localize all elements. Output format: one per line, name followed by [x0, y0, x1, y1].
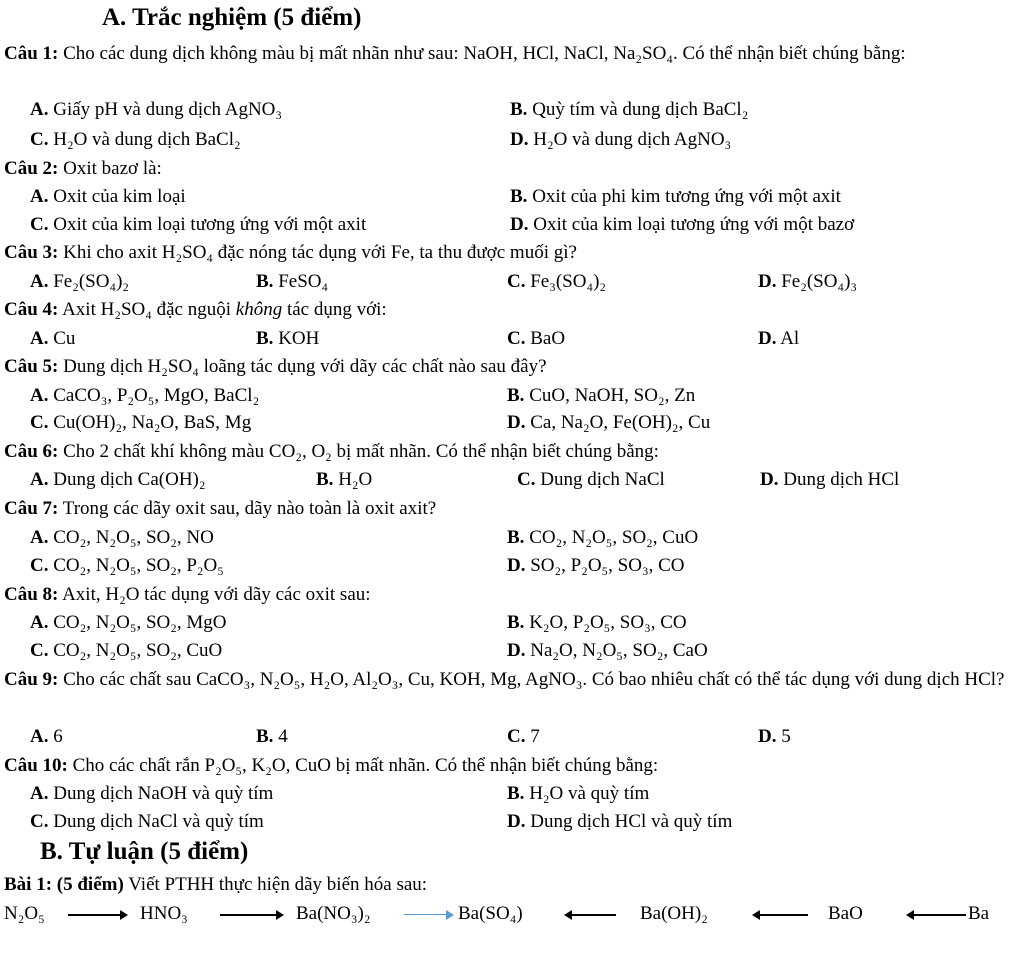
option-letter: A. — [30, 612, 49, 633]
option-text: 7 — [530, 726, 540, 747]
q1-option-b[interactable] — [510, 96, 748, 124]
chain-compound: Ba(NO₃)₂ — [296, 903, 371, 924]
section-b-title: B. Tự luận (5 điểm) — [40, 838, 249, 865]
option-text: CO₂, N₂O₅, SO₂, MgO — [53, 612, 227, 633]
arrow-right-icon — [404, 914, 452, 915]
option-text: Oxit của kim loại tương ứng với một bazơ — [533, 214, 855, 235]
option-letter: D. — [510, 214, 529, 235]
option-letter: A. — [30, 469, 49, 490]
q1-option-a[interactable] — [30, 96, 282, 124]
reaction-chain — [0, 900, 1024, 930]
option-text: 4 — [278, 726, 288, 747]
question-9 — [4, 666, 1016, 694]
option-letter: C. — [517, 469, 536, 490]
option-letter: C. — [30, 214, 49, 235]
question-label: Câu 5: — [4, 356, 59, 377]
question-text: Oxit bazơ là: — [63, 158, 162, 179]
q5-option-a[interactable] — [30, 382, 259, 410]
arrow-right-icon — [220, 914, 282, 916]
option-letter: B. — [316, 469, 334, 490]
option-text: CaCO₃, P₂O₅, MgO, BaCl₂ — [53, 385, 260, 406]
option-text: FeSO₄ — [278, 271, 329, 292]
q1-option-d[interactable] — [510, 126, 731, 154]
q3-option-d[interactable] — [758, 268, 857, 296]
option-text: Dung dịch NaOH và quỳ tím — [53, 783, 274, 804]
option-text: CuO, NaOH, SO₂, Zn — [529, 385, 696, 406]
option-letter: B. — [510, 186, 528, 207]
arrow-left-icon — [908, 914, 966, 916]
q4-option-c[interactable] — [507, 325, 565, 353]
arrow-right-icon — [68, 914, 126, 916]
option-letter: C. — [507, 328, 526, 349]
option-text: Oxit của kim loại tương ứng với một axit — [53, 214, 367, 235]
option-text: H₂O và dung dịch AgNO₃ — [533, 129, 732, 150]
q4-option-d[interactable] — [758, 325, 799, 353]
option-text: Dung dịch HCl và quỳ tím — [530, 811, 733, 832]
option-letter: A. — [30, 726, 49, 747]
option-letter: B. — [510, 99, 528, 120]
option-text: Oxit của kim loại — [53, 186, 186, 207]
q9-option-b[interactable] — [256, 723, 288, 751]
option-letter: B. — [507, 527, 525, 548]
q5-option-d[interactable] — [507, 409, 710, 437]
option-letter: B. — [507, 783, 525, 804]
q6-option-a[interactable] — [30, 466, 206, 494]
option-text: K₂O, P₂O₅, SO₃, CO — [529, 612, 687, 633]
question-label: Câu 10: — [4, 755, 68, 776]
q3-option-b[interactable] — [256, 268, 328, 296]
option-letter: B. — [256, 328, 274, 349]
option-letter: C. — [30, 811, 49, 832]
question-1 — [4, 40, 1016, 68]
question-label: Câu 2: — [4, 158, 59, 179]
q7-option-d[interactable] — [507, 552, 685, 580]
option-text: Dung dịch NaCl — [540, 469, 665, 490]
option-letter: D. — [510, 129, 529, 150]
option-letter: C. — [30, 129, 49, 150]
exercise-text: Viết PTHH thực hiện dãy biến hóa sau: — [123, 874, 428, 895]
option-letter: A. — [30, 186, 49, 207]
option-letter: C. — [507, 726, 526, 747]
question-10 — [4, 752, 658, 780]
option-text: Al — [780, 328, 800, 349]
q10-option-c[interactable] — [30, 808, 264, 836]
question-5 — [4, 353, 547, 381]
chain-compound: N₂O₅ — [4, 903, 45, 924]
option-letter: A. — [30, 271, 49, 292]
q9-option-a[interactable] — [30, 723, 63, 751]
option-text: Quỳ tím và dung dịch BaCl₂ — [532, 99, 749, 120]
option-letter: D. — [760, 469, 779, 490]
question-text: Khi cho axit H₂SO₄ đặc nóng tác dụng với Fe, ta thu được muối gì? — [63, 242, 577, 263]
question-label: Câu 7: — [4, 498, 59, 519]
exercise-1 — [4, 871, 427, 899]
option-text: BaO — [530, 328, 566, 349]
q7-option-b[interactable] — [507, 524, 698, 552]
option-text: KOH — [278, 328, 320, 349]
option-letter: B. — [256, 271, 274, 292]
option-letter: D. — [507, 412, 526, 433]
exercise-label: Bài 1: (5 điểm) — [4, 874, 124, 895]
question-8 — [4, 581, 371, 609]
chain-compound: Ba(OH)₂ — [640, 903, 708, 924]
arrow-left-icon — [566, 914, 616, 916]
question-3 — [4, 239, 577, 267]
question-text: Axit, H₂O tác dụng với dãy các oxit sau: — [62, 584, 371, 605]
option-text: CO₂, N₂O₅, SO₂, NO — [53, 527, 214, 548]
option-letter: D. — [758, 271, 777, 292]
option-text: CO₂, N₂O₅, SO₂, CuO — [529, 527, 699, 548]
question-label: Câu 9: — [4, 669, 59, 690]
option-text: H₂O và quỳ tím — [529, 783, 650, 804]
q5-option-c[interactable] — [30, 409, 251, 437]
question-text: Cho 2 chất khí không màu CO₂, O₂ bị mất nhãn. Có thể nhận biết chúng bằng: — [63, 441, 659, 462]
q8-option-b[interactable] — [507, 609, 687, 637]
option-letter: B. — [507, 612, 525, 633]
option-text: Cu(OH)₂, Na₂O, BaS, Mg — [53, 412, 252, 433]
question-text: Cho các chất sau CaCO₃, N₂O₅, H₂O, Al₂O₃, Cu, KOH, Mg, AgNO₃. Có bao nhiêu chất có thể tác dụng với dung dịch HCl? — [63, 669, 1005, 690]
option-letter: C. — [30, 412, 49, 433]
question-text: Cho các chất rắn P₂O₅, K₂O, CuO bị mất nhãn. Có thể nhận biết chúng bằng: — [72, 755, 659, 776]
q2-option-d[interactable] — [510, 211, 854, 239]
option-text: Na₂O, N₂O₅, SO₂, CaO — [530, 640, 708, 661]
question-text: Trong các dãy oxit sau, dãy nào toàn là oxit axit? — [62, 498, 437, 519]
option-letter: C. — [30, 640, 49, 661]
q6-option-b[interactable] — [316, 466, 372, 494]
question-text: tác dụng với: — [282, 299, 387, 320]
section-a-title: A. Trắc nghiệm (5 điểm) — [102, 4, 362, 31]
question-4 — [4, 296, 387, 324]
option-text: H₂O — [338, 469, 373, 490]
question-label: Câu 8: — [4, 584, 59, 605]
option-text: 6 — [53, 726, 63, 747]
option-text: Fe₂(SO₄)₂ — [53, 271, 130, 292]
q8-option-a[interactable] — [30, 609, 226, 637]
option-text: Oxit của phi kim tương ứng với một axit — [532, 186, 841, 207]
question-6 — [4, 438, 659, 466]
option-text: Fe₂(SO₄)₃ — [781, 271, 858, 292]
q5-option-b[interactable] — [507, 382, 695, 410]
q3-option-c[interactable] — [507, 268, 606, 296]
option-letter: B. — [256, 726, 274, 747]
question-text: Axit H₂SO₄ đặc nguội — [62, 299, 236, 320]
q9-option-d[interactable] — [758, 723, 791, 751]
option-letter: C. — [507, 271, 526, 292]
q10-option-a[interactable] — [30, 780, 273, 808]
q10-option-b[interactable] — [507, 780, 649, 808]
question-label: Câu 4: — [4, 299, 59, 320]
q2-option-a[interactable] — [30, 183, 186, 211]
question-label: Câu 3: — [4, 242, 59, 263]
q6-option-c[interactable] — [517, 466, 665, 494]
option-text: H₂O và dung dịch BaCl₂ — [53, 129, 241, 150]
option-text: Cu — [53, 328, 76, 349]
option-letter: B. — [507, 385, 525, 406]
chain-compound: Ba(SO₄) — [458, 903, 523, 924]
option-letter: C. — [30, 555, 49, 576]
question-text: Cho các dung dịch không màu bị mất nhãn như sau: NaOH, HCl, NaCl, Na₂SO₄. Có thể nhận biết chúng bằng: — [63, 43, 906, 64]
option-text: Dung dịch Ca(OH)₂ — [53, 469, 206, 490]
option-text: CO₂, N₂O₅, SO₂, P₂O₅ — [53, 555, 224, 576]
q7-option-c[interactable] — [30, 552, 224, 580]
option-letter: D. — [758, 726, 777, 747]
option-text: Dung dịch NaCl và quỳ tím — [53, 811, 264, 832]
chain-compound: HNO₃ — [140, 903, 188, 924]
q4-option-b[interactable] — [256, 325, 319, 353]
question-text: Dung dịch H₂SO₄ loãng tác dụng với dãy các chất nào sau đây? — [63, 356, 547, 377]
option-text: SO₂, P₂O₅, SO₃, CO — [530, 555, 685, 576]
option-letter: D. — [758, 328, 777, 349]
q3-option-a[interactable] — [30, 268, 129, 296]
q9-option-c[interactable] — [507, 723, 540, 751]
option-text: Dung dịch HCl — [783, 469, 900, 490]
q8-option-d[interactable] — [507, 637, 708, 665]
q10-option-d[interactable] — [507, 808, 732, 836]
q1-option-c[interactable] — [30, 126, 241, 154]
question-label: Câu 1: — [4, 43, 59, 64]
arrow-left-icon — [754, 914, 808, 916]
option-letter: D. — [507, 640, 526, 661]
chain-compound: BaO — [828, 903, 863, 924]
option-text: Giấy pH và dung dịch AgNO₃ — [53, 99, 283, 120]
question-text-emphasis: không — [235, 299, 283, 320]
q8-option-c[interactable] — [30, 637, 222, 665]
option-letter: A. — [30, 328, 49, 349]
option-letter: A. — [30, 783, 49, 804]
option-letter: D. — [507, 811, 526, 832]
option-letter: D. — [507, 555, 526, 576]
question-7 — [4, 495, 436, 523]
q2-option-b[interactable] — [510, 183, 841, 211]
option-letter: A. — [30, 527, 49, 548]
option-letter: A. — [30, 99, 49, 120]
question-label: Câu 6: — [4, 441, 59, 462]
chain-compound: Ba — [968, 903, 990, 924]
option-text: Ca, Na₂O, Fe(OH)₂, Cu — [530, 412, 711, 433]
q2-option-c[interactable] — [30, 211, 366, 239]
q6-option-d[interactable] — [760, 466, 899, 494]
q4-option-a[interactable] — [30, 325, 75, 353]
q7-option-a[interactable] — [30, 524, 214, 552]
option-text: Fe₃(SO₄)₂ — [530, 271, 607, 292]
option-text: CO₂, N₂O₅, SO₂, CuO — [53, 640, 223, 661]
question-2 — [4, 155, 162, 183]
option-letter: A. — [30, 385, 49, 406]
option-text: 5 — [781, 726, 791, 747]
